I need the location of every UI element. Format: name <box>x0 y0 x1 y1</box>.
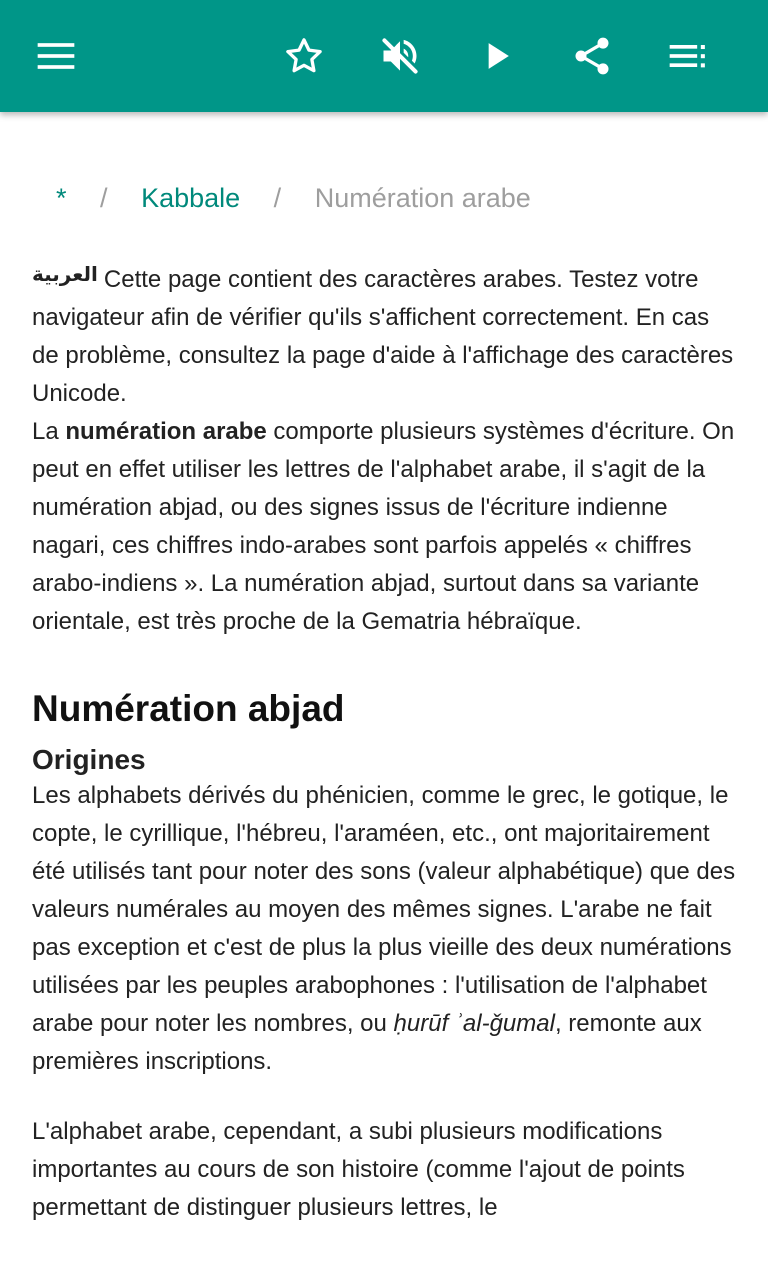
second-paragraph: L'alphabet arabe, cependant, a subi plusieurs modifications importantes au cours de son histoire (comme l'ajout de points permettant de distinguer plusieurs lettres, le <box>32 1118 685 1221</box>
playlist-icon <box>666 34 710 78</box>
intro-term: numération arabe <box>65 418 267 445</box>
notice-text: Cette page contient des caractères arabes. Testez votre navigateur afin de vérifier qu'ils s'affichent correctement. En cas de problème, consultez la page d'aide à l'affichage des caractères Unicode. <box>32 266 734 407</box>
share-icon <box>570 34 614 78</box>
section-heading: Numération abjad <box>32 688 345 729</box>
intro-text: comporte plusieurs systèmes d'écriture. On peut en effet utiliser les lettres de l'alphabet arabe, il s'agit de la numération abjad, ou des signes issus de l'écriture indienne nagari, ces chiffres indo-arabes sont parfois appelés « chiffres arabo-indiens ». La numération abjad, surtout dans sa variante orientale, est très proche de la Gematria hébraïque. <box>32 418 735 635</box>
menu-button[interactable] <box>20 20 92 92</box>
playlist-button[interactable] <box>652 20 724 92</box>
arabic-label: العربية <box>32 262 98 286</box>
play-button[interactable] <box>460 20 532 92</box>
breadcrumb-home-link[interactable]: * <box>56 183 67 213</box>
play-icon <box>474 34 518 78</box>
page-content[interactable] <box>0 112 768 1280</box>
app-toolbar <box>0 0 768 112</box>
origines-text: Les alphabets dérivés du phénicien, comme le grec, le gotique, le copte, le cyrillique, l'hébreu, l'araméen, etc., ont majoritairement été utilisés tant pour noter des sons (valeur alphabétique) que des valeurs numérales au moyen des mêmes signes. L'arabe ne fait pas exception et c'est de plus la plus vieille des deux numérations utilisées par les peuples arabophones : l'utilisation de l'alphabet arabe pour noter les nombres, ou <box>32 782 736 1037</box>
intro-prefix: La <box>32 418 66 445</box>
arabic-notice <box>32 255 742 413</box>
breadcrumb-parent-link[interactable]: Kabbale <box>141 183 241 213</box>
share-button[interactable] <box>556 20 628 92</box>
breadcrumb-separator: / <box>100 183 108 213</box>
origines-paragraph <box>32 777 742 1081</box>
breadcrumb-current: Numération arabe <box>314 183 531 213</box>
volume-off-icon <box>378 34 422 78</box>
subsection-heading: Origines <box>32 744 146 775</box>
article-body <box>32 255 742 1227</box>
intro-paragraph <box>32 413 742 641</box>
breadcrumb-separator: / <box>273 183 282 213</box>
breadcrumb <box>56 180 531 216</box>
favorite-button[interactable] <box>268 20 340 92</box>
menu-icon <box>34 34 78 78</box>
star-icon <box>282 34 326 78</box>
origines-italic-term: ḥurūf ʾal-ǧumal <box>393 1010 555 1037</box>
origines-end-text: , remonte aux premières inscriptions. <box>32 1010 702 1075</box>
mute-button[interactable] <box>364 20 436 92</box>
